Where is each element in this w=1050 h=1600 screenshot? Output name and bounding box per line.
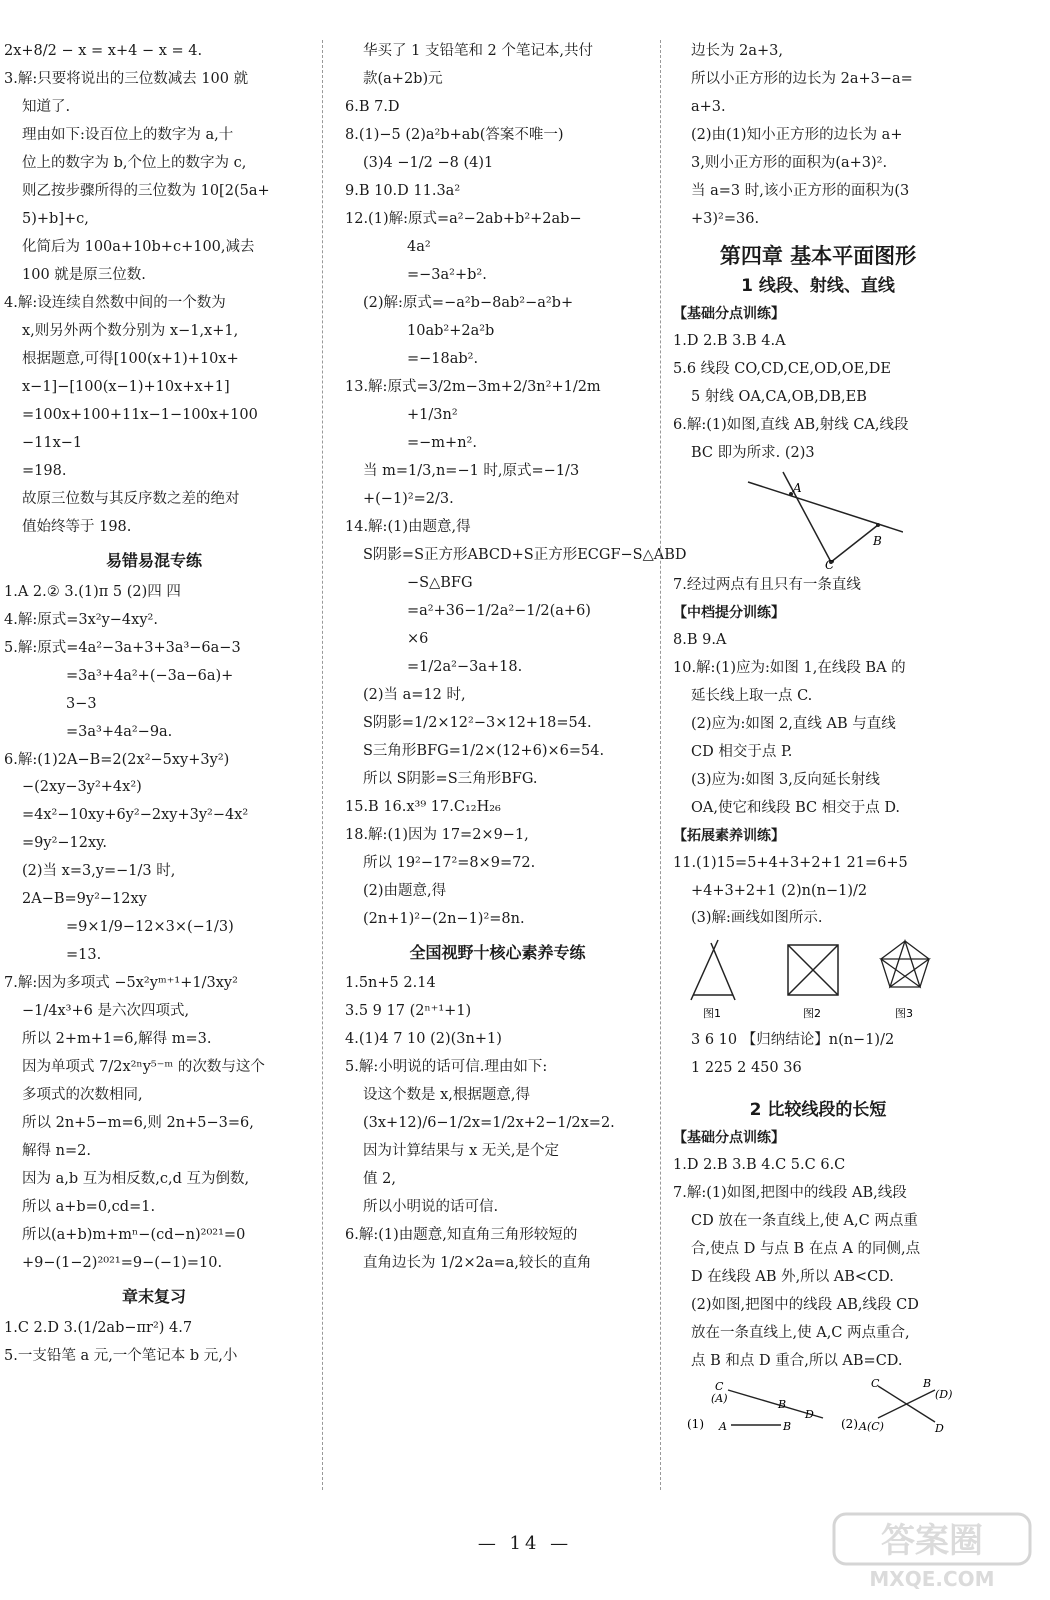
answer-line: 5)+b]+c, xyxy=(22,210,89,227)
answer-line: 8.B 9.A xyxy=(673,631,727,648)
line-ray-segment-figure xyxy=(743,470,903,570)
answer-line: 华买了 1 支铅笔和 2 个笔记本,共付 xyxy=(363,43,593,59)
answer-line: 6.解:(1)如图,直线 AB,射线 CA,线段 xyxy=(673,416,909,433)
answer-line: 合,使点 D 与点 B 在点 A 的同侧,点 xyxy=(691,1240,921,1257)
answer-line: +1/3n² xyxy=(407,406,458,423)
answer-line: (2)由题意,得 xyxy=(363,882,447,899)
answer-line: 位上的数字为 b,个位上的数字为 c, xyxy=(22,154,247,171)
answer-line: 10.解:(1)应为:如图 1,在线段 BA 的 xyxy=(673,659,906,676)
answer-line: −S△BFG xyxy=(407,574,473,591)
answer-line: −1/4x³+6 是六次四项式, xyxy=(22,1003,190,1020)
point-label: C xyxy=(825,557,835,570)
answer-line: 11.(1)15=5+4+3+2+1 21=6+5 xyxy=(673,854,908,871)
answer-line: 所以(a+b)m+mⁿ−(cd−n)²⁰²¹=0 xyxy=(22,1227,246,1244)
answer-line: 因为单项式 7/2x²ⁿy⁵⁻ᵐ 的次数与这个 xyxy=(22,1059,265,1076)
answer-line: =−3a²+b². xyxy=(407,266,487,283)
exercise-tag: 【拓展素养训练】 xyxy=(673,827,785,844)
answer-line: +4+3+2+1 (2)n(n−1)/2 xyxy=(691,882,868,899)
exercise-tag: 【基础分点训练】 xyxy=(673,1129,785,1146)
answer-line: (2n+1)²−(2n−1)²=8n. xyxy=(363,910,525,927)
answer-line: 7.解:(1)如图,把图中的线段 AB,线段 xyxy=(673,1184,907,1201)
answer-line: 1.D 2.B 3.B 4.C 5.C 6.C xyxy=(673,1156,846,1173)
answer-line: 点 B 和点 D 重合,所以 AB=CD. xyxy=(691,1352,903,1369)
answer-line: (2)当 x=3,y=−1/3 时, xyxy=(22,863,176,880)
answer-line: 13.解:原式=3/2m−3m+2/3n²+1/2m xyxy=(345,378,601,395)
answer-line: 值始终等于 198. xyxy=(22,518,132,535)
section-heading: 易错易混专练 xyxy=(105,550,202,570)
point-label: A xyxy=(793,480,802,495)
point-label: C xyxy=(715,1379,724,1393)
column-divider xyxy=(660,40,661,1490)
answer-line: =100x+100+11x−1−100x+100 xyxy=(22,406,258,423)
answer-line: (3)应为:如图 3,反向延长射线 xyxy=(691,771,880,788)
answer-line: 5.解:小明说的话可信.理由如下: xyxy=(345,1059,548,1076)
answer-line: (3)解:画线如图所示. xyxy=(691,910,823,927)
answer-line: =13. xyxy=(66,947,102,964)
answer-line: 1 225 2 450 36 xyxy=(691,1060,802,1077)
point-label: A xyxy=(719,1419,727,1433)
answer-line: =a²+36−1/2a²−1/2(a+6) xyxy=(407,602,591,619)
answer-line: 6.B 7.D xyxy=(345,98,400,115)
answer-line: S阴影=S正方形ABCD+S正方形ECGF−S△ABD xyxy=(363,546,687,563)
answer-block xyxy=(673,301,963,468)
answer-line: =−m+n². xyxy=(407,434,477,451)
answer-line: 10ab²+2a²b xyxy=(407,322,495,339)
answer-line: −(2xy−3y²+4x²) xyxy=(22,779,142,796)
answer-line: S阴影=1/2×12²−3×12+18=54. xyxy=(363,714,592,731)
answer-line: 14.解:(1)由题意,得 xyxy=(345,518,471,535)
answer-line: =9y²−12xy. xyxy=(22,835,108,852)
answer-line: x,则另外两个数分别为 x−1,x+1, xyxy=(22,322,239,339)
answer-line: 知道了. xyxy=(22,98,71,115)
answer-line: =4x²−10xy+6y²−2xy+3y²−4x² xyxy=(22,807,249,824)
answer-line: 100 就是原三位数. xyxy=(22,266,146,283)
answer-line: 18.解:(1)因为 17=2×9−1, xyxy=(345,826,529,843)
answer-line: 15.B 16.x³⁹ 17.C₁₂H₂₆ xyxy=(345,798,501,815)
svg-text:MXQE.COM: MXQE.COM xyxy=(869,1567,995,1591)
figure-part-label: (2) xyxy=(841,1416,858,1431)
answer-block xyxy=(673,1125,963,1376)
exercise-tag: 【基础分点训练】 xyxy=(673,305,785,322)
answer-line: 6.解:(1)2A−B=2(2x²−5xy+3y²) xyxy=(4,751,230,768)
answer-line: 故原三位数与其反序数之差的绝对 xyxy=(22,490,240,507)
point-label: (D) xyxy=(935,1387,953,1401)
answer-line: +9−(1−2)²⁰²¹=9−(−1)=10. xyxy=(22,1255,223,1272)
point-label: B xyxy=(778,1397,787,1411)
page-number: — 14 — xyxy=(477,1533,573,1554)
column-right xyxy=(673,38,963,1440)
answer-line: 5.一支铅笔 a 元,一个笔记本 b 元,小 xyxy=(4,1348,238,1365)
answer-block xyxy=(673,572,963,934)
answer-line: 7.经过两点有且只有一条直线 xyxy=(673,576,861,593)
column-left xyxy=(4,38,304,1371)
answer-line: 化简后为 100a+10b+c+100,减去 xyxy=(22,238,255,255)
watermark-logo xyxy=(832,1512,1032,1592)
point-label: B xyxy=(783,1419,792,1433)
answer-line: 设这个数是 x,根据题意,得 xyxy=(363,1087,531,1104)
column-middle xyxy=(345,38,687,1278)
answer-line: 值 2, xyxy=(363,1171,396,1188)
answer-line: 所以小正方形的边长为 2a+3−a= xyxy=(691,70,913,87)
point-label: (A) xyxy=(711,1391,728,1405)
figure-caption: 图1 xyxy=(703,1007,721,1021)
answer-line: ×6 xyxy=(407,630,429,647)
figure-part-label: (1) xyxy=(687,1416,704,1431)
answer-line: 5.6 线段 CO,CD,CE,OD,OE,DE xyxy=(673,360,892,377)
answer-line: 1.A 2.② 3.(1)π 5 (2)四 四 xyxy=(4,583,181,600)
answer-line: 6.解:(1)由题意,知直角三角形较短的 xyxy=(345,1227,578,1244)
answer-line: 因为 a,b 互为相反数,c,d 互为倒数, xyxy=(22,1171,250,1188)
answer-line: +3)²=36. xyxy=(691,210,760,227)
figure-caption: 图2 xyxy=(803,1007,821,1021)
answer-line: 12.(1)解:原式=a²−2ab+b²+2ab− xyxy=(345,210,582,227)
answer-line: 1.C 2.D 3.(1/2ab−πr²) 4.7 xyxy=(4,1320,193,1337)
answer-line: (2)应为:如图 2,直线 AB 与直线 xyxy=(691,715,896,732)
answer-line: 5.解:原式=4a²−3a+3+3a³−6a−3 xyxy=(4,639,241,656)
answer-line: 因为计算结果与 x 无关,是个定 xyxy=(363,1143,560,1160)
answer-line: 2x+8/2 − x = x+4 − x = 4. xyxy=(4,43,203,59)
answer-line: 延长线上取一点 C. xyxy=(691,687,813,704)
line-drawing-figures xyxy=(673,935,943,1025)
answer-line: 所以 S阴影=S三角形BFG. xyxy=(363,770,538,787)
answer-line: 所以 a+b=0,cd=1. xyxy=(22,1199,156,1216)
answer-line: 3 6 10 【归纳结论】n(n−1)/2 xyxy=(691,1032,895,1049)
answer-line: D 在线段 AB 外,所以 AB<CD. xyxy=(691,1268,894,1285)
answer-line: 1.D 2.B 3.B 4.A xyxy=(673,332,786,349)
answer-line: 当 m=1/3,n=−1 时,原式=−1/3 xyxy=(363,462,580,479)
point-label: A(C) xyxy=(859,1419,884,1433)
answer-line: x−1]−[100(x−1)+10x+x+1] xyxy=(22,378,230,395)
answer-block xyxy=(673,38,963,234)
answer-line: (2)解:原式=−a²b−8ab²−a²b+ xyxy=(363,294,574,311)
column-divider xyxy=(322,40,323,1490)
answer-line: 4.(1)4 7 10 (2)(3n+1) xyxy=(345,1031,502,1048)
answer-line: 3,则小正方形的面积为(a+3)². xyxy=(691,154,888,171)
answer-line: 则乙按步骤所得的三位数为 10[2(5a+ xyxy=(22,182,270,199)
point-label: C xyxy=(871,1377,880,1390)
answer-line: 当 a=3 时,该小正方形的面积为(3 xyxy=(691,182,910,199)
answer-line: 多项式的次数相同, xyxy=(22,1087,143,1104)
answer-line: CD 放在一条直线上,使 A,C 两点重 xyxy=(691,1212,918,1229)
answer-line: 款(a+2b)元 xyxy=(363,70,443,87)
answer-line: 4a² xyxy=(407,238,431,255)
answer-line: OA,使它和线段 BC 相交于点 D. xyxy=(691,799,901,816)
answer-line: (2)如图,把图中的线段 AB,线段 CD xyxy=(691,1296,919,1313)
answer-line: −11x−1 xyxy=(22,434,83,451)
answer-line: =9×1/9−12×3×(−1/3) xyxy=(66,919,234,936)
svg-text:答案圈: 答案圈 xyxy=(881,1521,983,1561)
answer-line: 理由如下:设百位上的数字为 a,十 xyxy=(22,126,234,143)
answer-line: 4.解:原式=3x²y−4xy². xyxy=(4,611,158,628)
answer-block xyxy=(673,1027,963,1083)
answer-line: 放在一条直线上,使 A,C 两点重合, xyxy=(691,1324,910,1341)
point-label: D xyxy=(805,1407,814,1421)
point-label: D xyxy=(935,1421,944,1435)
answer-line: =1/2a²−3a+18. xyxy=(407,658,523,675)
answer-line: 3.5 9 17 (2ⁿ⁺¹+1) xyxy=(345,1003,472,1020)
answer-line: +(−1)²=2/3. xyxy=(363,490,454,507)
answer-line: S三角形BFG=1/2×(12+6)×6=54. xyxy=(363,742,605,759)
figure-caption: 图3 xyxy=(895,1007,913,1021)
answer-line: 所以 2+m+1=6,解得 m=3. xyxy=(22,1031,212,1048)
answer-line: =198. xyxy=(22,462,67,479)
answer-line: =3a³+4a²+(−3a−6a)+ xyxy=(66,667,234,684)
answer-line: 所以小明说的话可信. xyxy=(363,1199,499,1216)
answer-line: 1.5n+5 2.14 xyxy=(345,975,436,992)
segment-comparison-figure xyxy=(673,1378,958,1438)
exercise-tag: 【中档提分训练】 xyxy=(673,604,785,621)
lesson-title: 1 线段、射线、直线 xyxy=(741,276,895,297)
answer-line: =−18ab². xyxy=(407,350,479,367)
lesson-title: 2 比较线段的长短 xyxy=(749,1100,887,1121)
answer-line: 5 射线 OA,CA,OB,DB,EB xyxy=(691,388,867,405)
point-label: B xyxy=(873,533,882,548)
answer-line: 所以 19²−17²=8×9=72. xyxy=(363,854,536,871)
answer-line: 7.解:因为多项式 −5x²yᵐ⁺¹+1/3xy² xyxy=(4,975,238,992)
answer-line: 3.解:只要将说出的三位数减去 100 就 xyxy=(4,70,249,87)
answer-line: 所以 2n+5−m=6,则 2n+5−3=6, xyxy=(22,1115,254,1132)
answer-line: 3−3 xyxy=(66,695,97,712)
answer-line: 8.(1)−5 (2)a²b+ab(答案不唯一) xyxy=(345,126,564,143)
answer-line: 2A−B=9y²−12xy xyxy=(22,891,147,908)
answer-line: (3)4 −1/2 −8 (4)1 xyxy=(363,154,494,171)
point-label: B xyxy=(923,1377,932,1390)
answer-line: =3a³+4a²−9a. xyxy=(66,723,173,740)
section-heading: 全国视野十核心素养专练 xyxy=(409,942,586,962)
answer-line: 解得 n=2. xyxy=(22,1143,91,1160)
answer-line: 根据题意,可得[100(x+1)+10x+ xyxy=(22,350,239,367)
answer-line: (2)当 a=12 时, xyxy=(363,686,466,703)
answer-line: 直角边长为 1/2×2a=a,较长的直角 xyxy=(363,1255,592,1272)
answer-line: BC 即为所求. (2)3 xyxy=(691,444,815,461)
section-heading: 章末复习 xyxy=(121,1287,186,1307)
answer-line: (2)由(1)知小正方形的边长为 a+ xyxy=(691,126,903,143)
answer-line: 4.解:设连续自然数中间的一个数为 xyxy=(4,294,226,311)
answer-line: (3x+12)/6−1/2x=1/2x+2−1/2x=2. xyxy=(363,1115,615,1132)
chapter-title: 第四章 基本平面图形 xyxy=(719,243,917,268)
answer-line: a+3. xyxy=(691,98,726,115)
answer-line: CD 相交于点 P. xyxy=(691,743,793,760)
answer-line: 9.B 10.D 11.3a² xyxy=(345,182,461,199)
answer-line: 边长为 2a+3, xyxy=(691,43,783,59)
